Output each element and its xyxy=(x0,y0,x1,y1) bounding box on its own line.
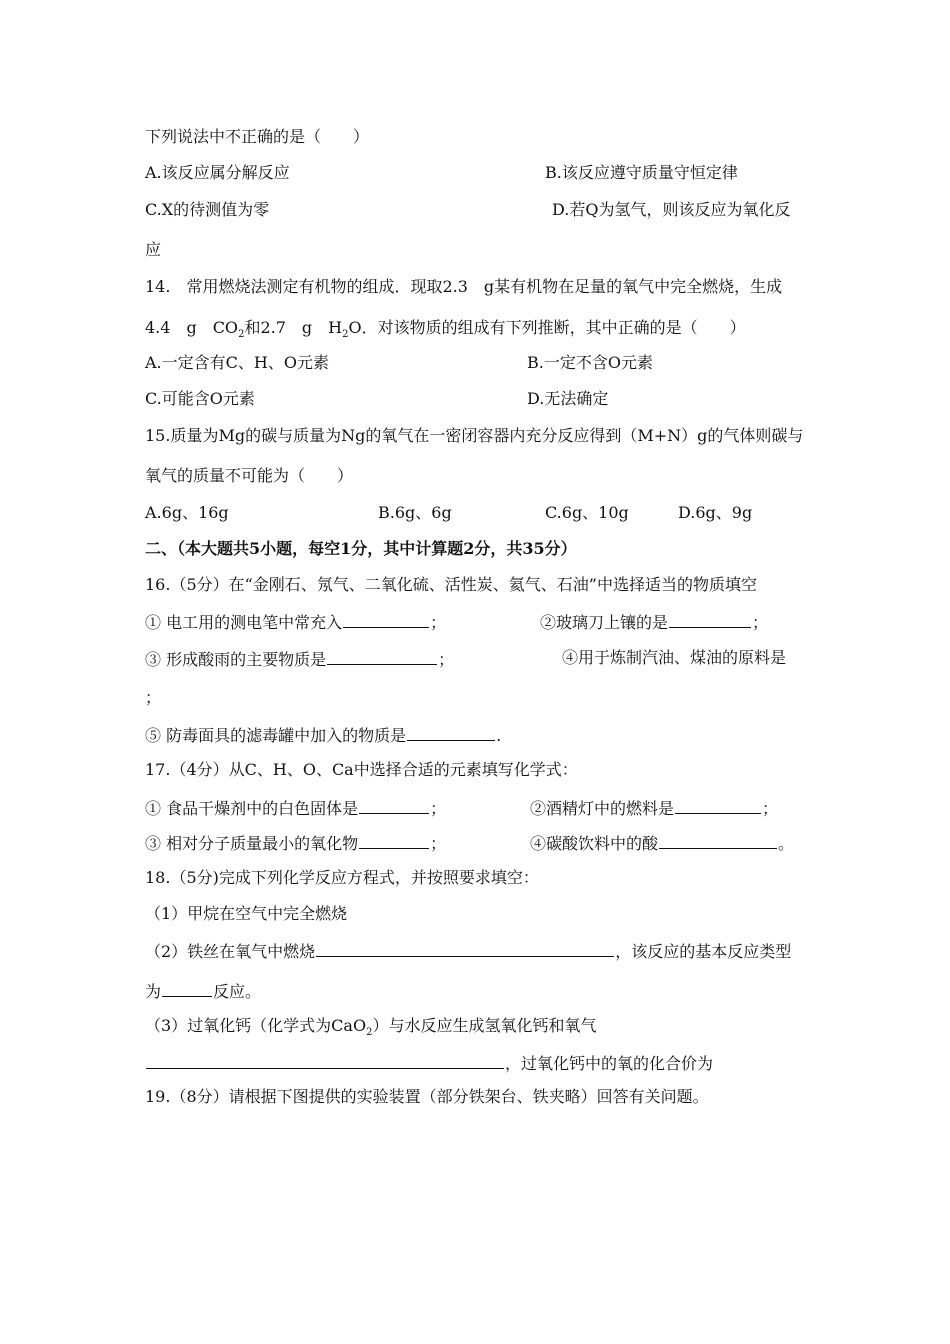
q15-option-b: B.6g、6g xyxy=(378,503,452,522)
q14-stem-line1: 14. 常用燃烧法测定有机物的组成．现取2.3 g某有机物在足量的氧气中完全燃烧，生成 xyxy=(145,277,783,296)
q17-blank-2[interactable] xyxy=(675,797,761,814)
q13-stem: 下列说法中不正确的是（ ） xyxy=(145,127,370,146)
q18-part-3 xyxy=(145,1016,596,1043)
q18-part-3-sub: 2 xyxy=(366,1027,373,1039)
q16-item-1-end: ； xyxy=(430,613,447,632)
q16-item-1-text: ① 电工用的测电笔中常充入 xyxy=(145,613,343,632)
q17-item-1-text: ① 食品干燥剂中的白色固体是 xyxy=(145,799,359,818)
q14-sub-2: 2 xyxy=(342,329,349,341)
q17-item-2-text: ②酒精灯中的燃料是 xyxy=(530,799,675,818)
q16-blank-2[interactable] xyxy=(669,611,751,628)
q18-part-1: （1）甲烷在空气中完全燃烧 xyxy=(145,904,348,923)
q14-stem-part2: 和2.7 g H xyxy=(244,318,343,337)
q15-option-c: C.6g、10g xyxy=(545,503,629,522)
q14-option-d: D.无法确定 xyxy=(527,389,609,408)
q16-item-4: ④用于炼制汽油、煤油的原料是 xyxy=(562,648,787,667)
q17-item-2-end: ； xyxy=(762,799,779,818)
q16-item-3-end: ； xyxy=(438,650,455,669)
q17-item-4-text: ④碳酸饮料中的酸 xyxy=(530,834,659,853)
q15-stem-line1: 15.质量为Mg的碳与质量为Ng的氧气在一密闭容器内充分反应得到（M+N）g的气体则碳与 xyxy=(145,426,804,445)
q13-option-d-wrap: 应 xyxy=(145,240,162,259)
q18-part-2-type-pre: 为 xyxy=(145,982,162,1001)
q17-item-1 xyxy=(145,797,446,819)
q14-sub-1: 2 xyxy=(238,329,245,341)
q13-option-d: D.若Q为氢气，则该反应为氧化反 xyxy=(552,200,791,219)
q14-stem-line2 xyxy=(145,318,746,345)
q14-stem-part3: O．对该物质的组成有下列推断，其中正确的是（ ） xyxy=(348,318,746,337)
q17-blank-1[interactable] xyxy=(359,797,429,814)
q18-blank-3[interactable] xyxy=(146,1052,504,1069)
q18-part-2 xyxy=(145,940,791,962)
q18-part-3-end: ，过氧化钙中的氧的化合价为 xyxy=(505,1054,714,1073)
q18-blank-type[interactable] xyxy=(162,980,212,997)
q18-part-3-answer xyxy=(145,1052,713,1074)
q17-stem: 17.（4分）从C、H、O、Ca中选择合适的元素填写化学式： xyxy=(145,760,578,779)
q16-blank-3[interactable] xyxy=(327,648,437,665)
q15-stem-line2: 氧气的质量不可能为（ ） xyxy=(145,466,354,485)
q18-part-2-text: （2）铁丝在氧气中燃烧 xyxy=(145,942,316,961)
q18-blank-2[interactable] xyxy=(316,940,614,957)
q16-item-2 xyxy=(540,611,768,633)
q13-option-c: C.X的待测值为零 xyxy=(145,200,270,219)
q16-item-5 xyxy=(145,724,501,746)
q16-blank-5[interactable] xyxy=(407,724,495,741)
q18-part-2-end: ，该反应的基本反应类型 xyxy=(615,942,792,961)
q16-blank-1[interactable] xyxy=(343,611,429,628)
q16-item-5-text: ⑤ 防毒面具的滤毒罐中加入的物质是 xyxy=(145,726,407,745)
q17-item-3 xyxy=(145,832,446,854)
q19-stem: 19.（8分）请根据下图提供的实验装置（部分铁架台、铁夹略）回答有关问题。 xyxy=(145,1087,709,1106)
q17-item-4 xyxy=(530,832,794,854)
section-2-heading: 二、（本大题共5小题，每空1分，其中计算题2分，共35分） xyxy=(145,539,577,558)
q17-item-3-text: ③ 相对分子质量最小的氧化物 xyxy=(145,834,359,853)
q14-option-a: A.一定含有C、H、O元素 xyxy=(145,353,329,372)
q17-blank-3[interactable] xyxy=(359,832,429,849)
q14-option-b: B.一定不含O元素 xyxy=(527,353,653,372)
q15-option-d: D.6g、9g xyxy=(678,503,753,522)
q17-item-4-end: 。 xyxy=(778,834,795,853)
q17-item-3-end: ； xyxy=(430,834,447,853)
q15-option-a: A.6g、16g xyxy=(145,503,229,522)
q18-part-2-type xyxy=(145,980,261,1002)
q18-part-3-text-a: （3）过氧化钙（化学式为CaO xyxy=(145,1016,367,1035)
q13-option-a: A.该反应属分解反应 xyxy=(145,163,290,182)
q18-stem: 18.（5分)完成下列化学反应方程式，并按照要求填空： xyxy=(145,868,539,887)
q18-part-2-type-post: 反应。 xyxy=(213,982,262,1001)
q16-item-3 xyxy=(145,648,454,670)
q16-item-2-text: ②玻璃刀上镶的是 xyxy=(540,613,669,632)
q16-item-3-text: ③ 形成酸雨的主要物质是 xyxy=(145,650,327,669)
q18-part-3-text-b: ）与水反应生成氢氧化钙和氧气 xyxy=(372,1016,597,1035)
q17-item-2 xyxy=(530,797,778,819)
q16-stem: 16.（5分）在“金刚石、氖气、二氧化硫、活性炭、氦气、石油”中选择适当的物质填空 xyxy=(145,575,757,594)
q16-item-1 xyxy=(145,611,446,633)
q14-stem-part1: 4.4 g CO xyxy=(145,318,239,337)
q16-item-4-continuation: ； xyxy=(145,688,162,707)
q13-option-b: B.该反应遵守质量守恒定律 xyxy=(545,163,738,182)
q17-blank-4[interactable] xyxy=(659,832,777,849)
q14-option-c: C.可能含O元素 xyxy=(145,389,255,408)
q16-item-2-end: ； xyxy=(752,613,769,632)
q16-item-5-end: . xyxy=(496,726,502,745)
q17-item-1-end: ； xyxy=(430,799,447,818)
